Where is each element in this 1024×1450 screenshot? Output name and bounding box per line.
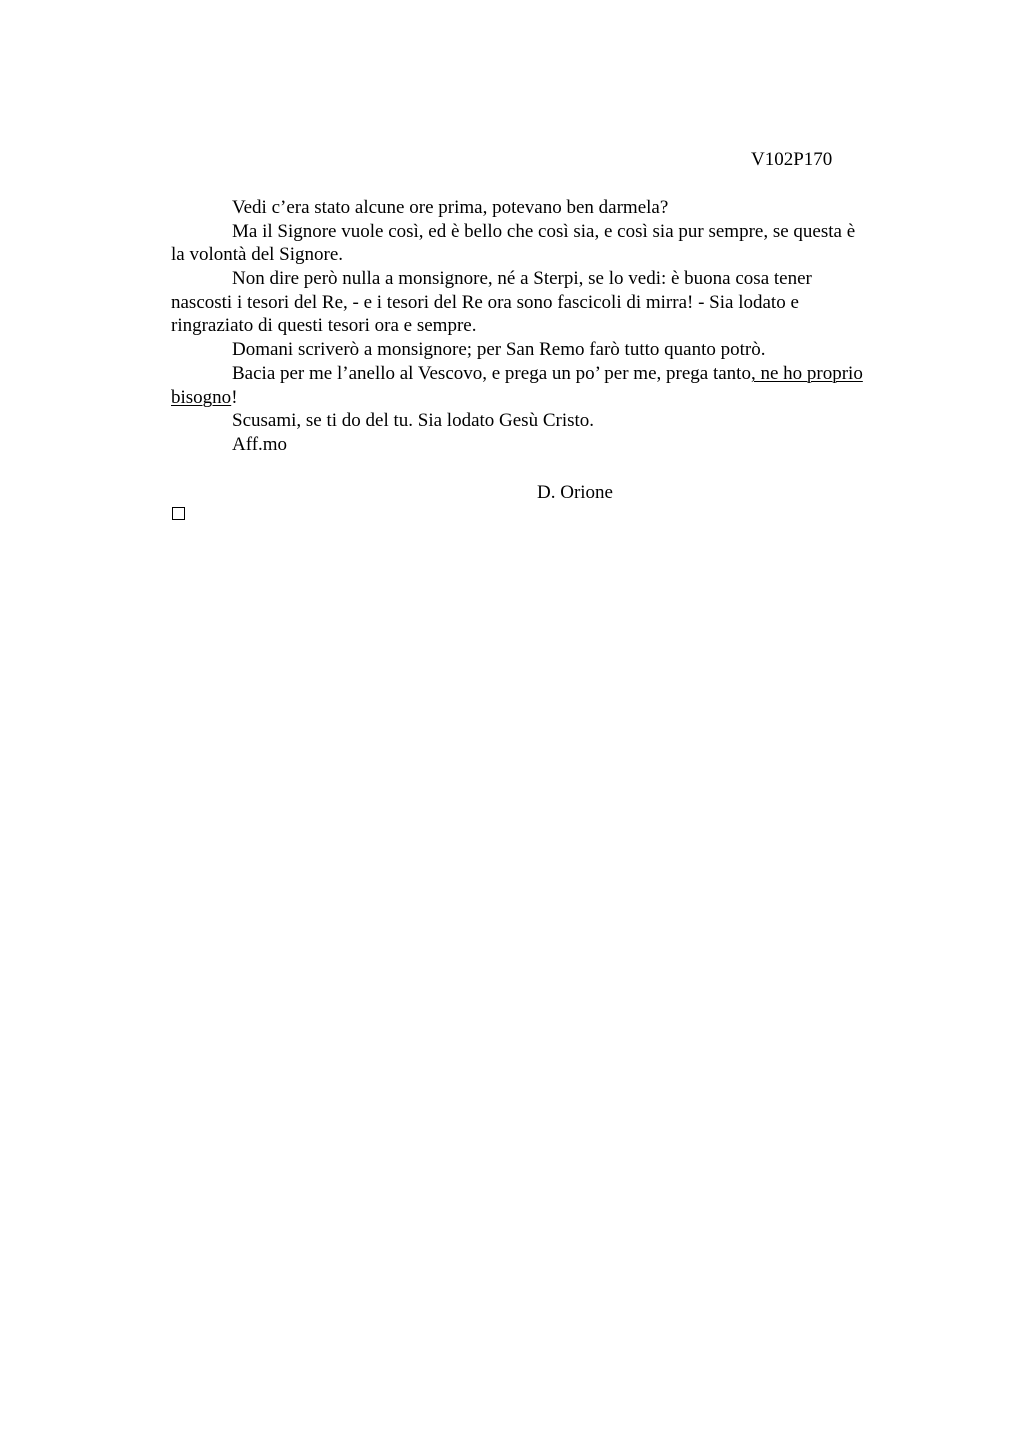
paragraph-6-line-1: Scusami, se ti do del tu. Sia lodato Gesù Cristo. [232,410,595,432]
paragraph-2-line-1: Ma il Signore vuole così, ed è bello che così sia, e così sia pur sempre, se questa è [232,220,856,242]
paragraph-5-underlined-word: bisogno [171,386,232,408]
page-reference: V102P170 [751,149,833,170]
paragraph-5-exclamation: ! [231,386,238,408]
empty-square-icon [172,507,185,520]
closing-line: Aff.mo [232,433,288,455]
signature: D. Orione [537,482,613,503]
paragraph-5-underlined-text: , ne ho proprio [750,362,863,384]
paragraph-1-line-1: Vedi c’era stato alcune ore prima, potevano ben darmela? [232,197,669,218]
paragraph-5-line-2 [171,386,931,410]
paragraph-4-line-1: Domani scriverò a monsignore; per San Remo farò tutto quanto potrò. [232,339,766,361]
paragraph-5-plain-text: Bacia per me l’anello al Vescovo, e prega un po’ per me, prega tanto [232,362,751,384]
paragraph-3-line-3: ringraziato di questi tesori ora e sempre. [171,315,477,337]
paragraph-3-line-2: nascosti i tesori del Re, - e i tesori del Re ora sono fascicoli di mirra! - Sia lodato e [171,291,799,313]
paragraph-3-line-1: Non dire però nulla a monsignore, né a Sterpi, se lo vedi: è buona cosa tener [232,268,812,290]
paragraph-5-line-1 [171,362,931,386]
letter-body [171,196,931,457]
paragraph-2-line-2: la volontà del Signore. [171,244,344,266]
